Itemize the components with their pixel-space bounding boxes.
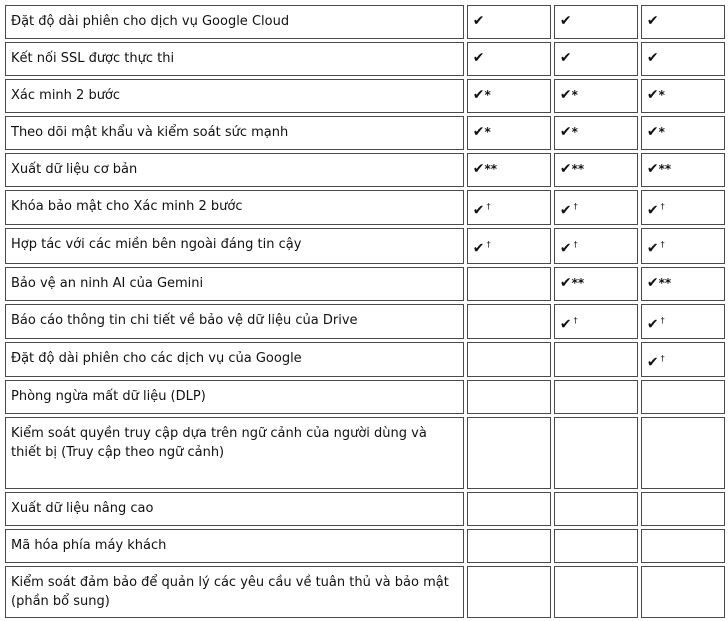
checkmark-icon: ✔ (646, 50, 659, 66)
checkmark-icon: ✔ (559, 50, 572, 66)
plan-cell-2 (554, 228, 638, 263)
plan-cell-2 (554, 342, 638, 377)
table-row (5, 304, 725, 339)
footnote-marker: † (573, 315, 578, 325)
plan-cell-3 (641, 5, 725, 39)
feature-name: Báo cáo thông tin chi tiết về bảo vệ dữ liệu của Drive (11, 312, 358, 328)
plan-cell-3 (641, 492, 725, 526)
plan-cell-2 (554, 42, 638, 76)
plan-cell-1 (467, 380, 551, 414)
feature-name-cell (5, 417, 464, 489)
plan-cell-2 (554, 79, 638, 113)
table-row (5, 342, 725, 377)
feature-name: Phòng ngừa mất dữ liệu (DLP) (11, 389, 206, 405)
footnote-marker: * (484, 88, 491, 102)
footnote-marker: * (658, 88, 665, 102)
plan-cell-2 (554, 380, 638, 414)
feature-name-cell (5, 380, 464, 414)
plan-cell-1 (467, 190, 551, 225)
footnote-marker: ** (658, 162, 672, 176)
footnote-marker: ** (571, 162, 585, 176)
plan-cell-1 (467, 417, 551, 489)
table-row (5, 529, 725, 563)
table-row (5, 116, 725, 150)
checkmark-icon: ✔ (472, 124, 485, 140)
feature-name: Đặt độ dài phiên cho dịch vụ Google Cloud (11, 14, 290, 29)
feature-name: Xuất dữ liệu nâng cao (11, 501, 154, 517)
checkmark-icon: ✔ (646, 161, 659, 177)
table-row (5, 380, 725, 414)
plan-cell-1 (467, 492, 551, 526)
feature-name: Mã hóa phía máy khách (11, 538, 167, 554)
plan-cell-2 (554, 529, 638, 563)
footnote-marker: † (573, 240, 578, 250)
feature-name-cell (5, 566, 464, 618)
checkmark-icon: ✔ (646, 240, 659, 257)
checkmark-icon: ✔ (472, 87, 485, 103)
checkmark-icon: ✔ (646, 274, 659, 291)
plan-cell-1 (467, 228, 551, 263)
plan-cell-3 (641, 153, 725, 187)
table-row (5, 228, 725, 263)
feature-name-cell (5, 228, 464, 263)
checkmark-icon: ✔ (646, 124, 659, 140)
feature-name-cell (5, 190, 464, 225)
feature-name: Khóa bảo mật cho Xác minh 2 bước (11, 199, 243, 214)
table-row (5, 153, 725, 187)
table-row (5, 5, 725, 39)
table-row (5, 190, 725, 225)
footnote-marker: ** (484, 162, 498, 176)
checkmark-icon: ✔ (472, 161, 485, 177)
plan-cell-1 (467, 5, 551, 39)
feature-name: Kiểm soát đảm bảo để quản lý các yêu cầu về tuân thủ và bảo mật (phần bổ sung) (11, 575, 449, 610)
footnote-marker: ** (658, 275, 672, 290)
feature-name: Xác minh 2 bước (11, 88, 121, 103)
table-row (5, 42, 725, 76)
feature-name: Hợp tác với các miền bên ngoài đáng tin cậy (11, 237, 302, 253)
plan-cell-1 (467, 79, 551, 113)
footnote-marker: * (571, 125, 578, 139)
checkmark-icon: ✔ (559, 274, 572, 291)
footnote-marker: † (660, 202, 665, 211)
plan-cell-3 (641, 116, 725, 150)
plan-cell-3 (641, 79, 725, 113)
checkmark-icon: ✔ (559, 315, 572, 332)
checkmark-icon: ✔ (646, 354, 659, 371)
plan-cell-3 (641, 529, 725, 563)
feature-name-cell (5, 5, 464, 39)
checkmark-icon: ✔ (559, 202, 572, 219)
feature-name-cell (5, 492, 464, 526)
checkmark-icon: ✔ (559, 161, 572, 177)
feature-comparison-table (2, 2, 728, 621)
feature-name-cell (5, 304, 464, 339)
plan-cell-1 (467, 304, 551, 339)
checkmark-icon: ✔ (472, 50, 485, 66)
plan-cell-2 (554, 190, 638, 225)
plan-cell-3 (641, 566, 725, 618)
plan-cell-2 (554, 566, 638, 618)
table-row (5, 566, 725, 618)
plan-cell-2 (554, 417, 638, 489)
table-row (5, 79, 725, 113)
checkmark-icon: ✔ (559, 87, 572, 103)
plan-cell-3 (641, 380, 725, 414)
footnote-marker: * (571, 88, 578, 102)
feature-name: Kết nối SSL được thực thi (11, 51, 175, 66)
plan-cell-1 (467, 529, 551, 563)
checkmark-icon: ✔ (472, 202, 485, 219)
feature-name-cell (5, 342, 464, 377)
plan-cell-3 (641, 42, 725, 76)
footnote-marker: † (486, 202, 491, 211)
plan-cell-1 (467, 566, 551, 618)
checkmark-icon: ✔ (472, 13, 485, 29)
plan-cell-3 (641, 190, 725, 225)
table-row (5, 492, 725, 526)
feature-name-cell (5, 116, 464, 150)
feature-name: Bảo vệ an ninh AI của Gemini (11, 275, 204, 291)
plan-cell-1 (467, 267, 551, 301)
footnote-marker: † (660, 353, 665, 363)
plan-cell-1 (467, 116, 551, 150)
table-body (5, 5, 725, 618)
plan-cell-3 (641, 342, 725, 377)
footnote-marker: † (660, 315, 665, 325)
feature-name: Đặt độ dài phiên cho các dịch vụ của Google (11, 350, 302, 366)
feature-name: Kiểm soát quyền truy cập dựa trên ngữ cảnh của người dùng và thiết bị (Truy cập theo ngữ cảnh) (11, 426, 427, 461)
plan-cell-1 (467, 153, 551, 187)
plan-cell-1 (467, 342, 551, 377)
feature-name-cell (5, 79, 464, 113)
checkmark-icon: ✔ (646, 315, 659, 332)
footnote-marker: † (573, 202, 578, 211)
checkmark-icon: ✔ (472, 240, 485, 257)
plan-cell-3 (641, 228, 725, 263)
feature-name-cell (5, 42, 464, 76)
feature-name-cell (5, 267, 464, 301)
feature-name-cell (5, 153, 464, 187)
plan-cell-2 (554, 153, 638, 187)
checkmark-icon: ✔ (559, 124, 572, 140)
checkmark-icon: ✔ (559, 240, 572, 257)
footnote-marker: * (484, 125, 491, 139)
plan-cell-2 (554, 116, 638, 150)
table-row (5, 267, 725, 301)
checkmark-icon: ✔ (559, 13, 572, 29)
feature-name: Theo dõi mật khẩu và kiểm soát sức mạnh (11, 125, 289, 140)
plan-cell-2 (554, 304, 638, 339)
feature-name-cell (5, 529, 464, 563)
plan-cell-2 (554, 492, 638, 526)
feature-name: Xuất dữ liệu cơ bản (11, 162, 138, 177)
table-row (5, 417, 725, 489)
checkmark-icon: ✔ (646, 202, 659, 219)
plan-cell-2 (554, 5, 638, 39)
plan-cell-3 (641, 304, 725, 339)
checkmark-icon: ✔ (646, 87, 659, 103)
footnote-marker: ** (571, 275, 585, 290)
plan-cell-3 (641, 267, 725, 301)
checkmark-icon: ✔ (646, 13, 659, 29)
footnote-marker: † (486, 240, 491, 250)
footnote-marker: † (660, 240, 665, 250)
plan-cell-3 (641, 417, 725, 489)
plan-cell-2 (554, 267, 638, 301)
plan-cell-1 (467, 42, 551, 76)
footnote-marker: * (658, 125, 665, 139)
